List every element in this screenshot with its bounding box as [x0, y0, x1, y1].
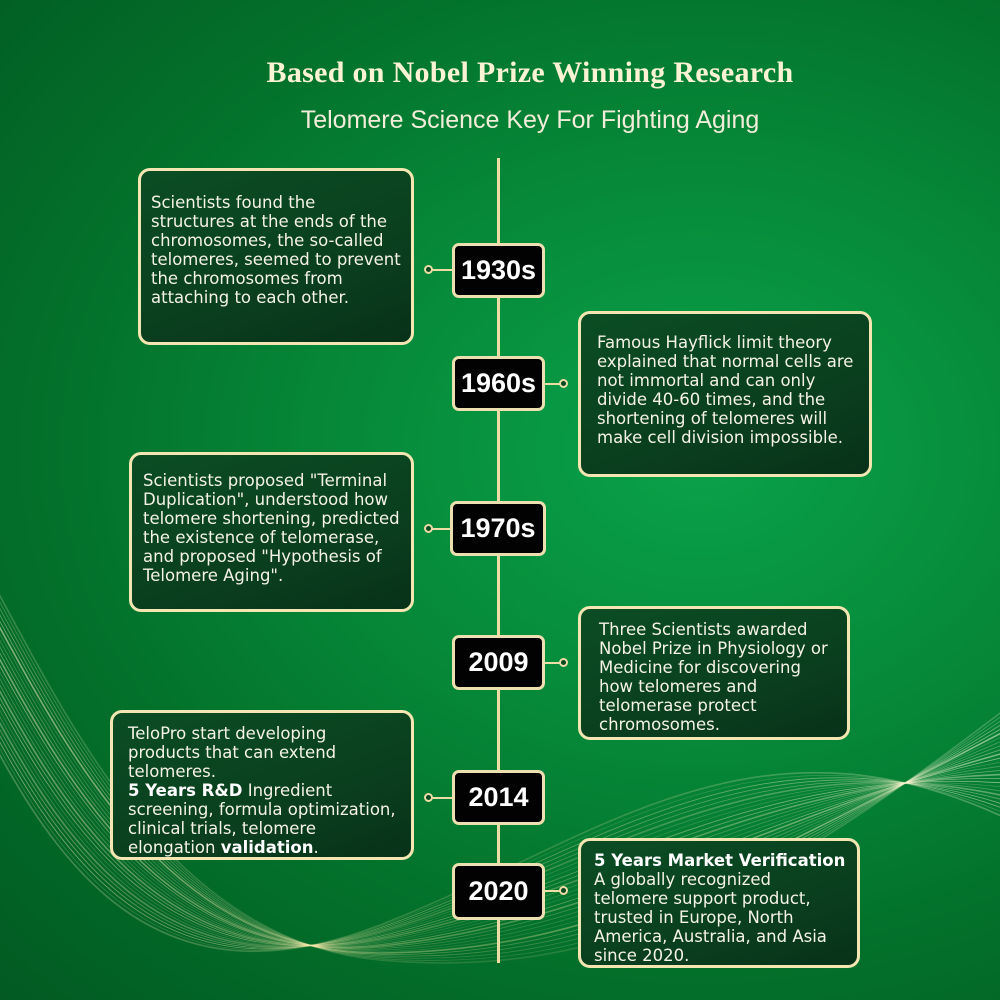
event-text-1930s: Scientists found the structures at the ends of the chromosomes, the so-called telomeres, seemed to prevent the chromosomes from attaching to each other. [151, 193, 401, 307]
event-text-2009: Three Scientists awarded Nobel Prize in Physiology or Medicine for discovering how telomeres and telomerase protect chromosomes. [599, 620, 828, 734]
connector-1970s [432, 528, 452, 530]
event-card-2014 [110, 710, 414, 860]
event-text-2014-rd-label: 5 Years R&D [128, 781, 243, 800]
year-badge-1930s: 1930s [452, 243, 545, 298]
event-text-2020: A globally recognized telomere support product, trusted in Europe, North America, Australia, and Asia since 2020. [594, 870, 827, 965]
year-badge-2009: 2009 [452, 635, 545, 690]
event-card-1960s [578, 311, 872, 477]
event-heading-2020: 5 Years Market Verification [594, 851, 846, 870]
year-badge-2020: 2020 [452, 863, 545, 920]
year-badge-1960s: 1960s [452, 356, 545, 411]
page-title: Based on Nobel Prize Winning Research [266, 56, 794, 89]
connector-dot-1930s [424, 265, 433, 274]
connector-dot-2014 [424, 793, 433, 802]
event-text-2014-end: . [313, 838, 319, 857]
connector-1930s [432, 269, 454, 271]
event-text-2014 [128, 724, 403, 857]
year-badge-2014: 2014 [452, 770, 545, 825]
year-badge-1970s: 1970s [450, 501, 546, 556]
connector-dot-1960s [559, 379, 568, 388]
event-text-1970s: Scientists proposed "Terminal Duplication", understood how telomere shortening, predicted the existence of telomerase, and proposed "Hypothesis of Telomere Aging". [143, 471, 400, 585]
connector-dot-2009 [559, 658, 568, 667]
event-card-2020 [578, 838, 860, 968]
connector-dot-2020 [559, 886, 568, 895]
event-card-2009 [578, 606, 850, 740]
event-text-1960s: Famous Hayflick limit theory explained that normal cells are not immortal and can only divide 40-60 times, and the shortening of telomeres will make cell division impossible. [597, 333, 854, 447]
event-text-2014-intro: TeloPro start developing products that can extend telomeres. [128, 724, 337, 781]
event-card-1970s [129, 452, 414, 612]
page-subtitle: Telomere Science Key For Fighting Aging [300, 106, 760, 134]
event-text-2014-body: Ingredient screening, formula optimization, clinical trials, telomere elongation [128, 781, 396, 857]
event-text-2014-validation: validation [220, 838, 314, 857]
event-card-1930s [138, 168, 414, 345]
connector-dot-1970s [424, 524, 433, 533]
connector-2014 [432, 797, 452, 799]
